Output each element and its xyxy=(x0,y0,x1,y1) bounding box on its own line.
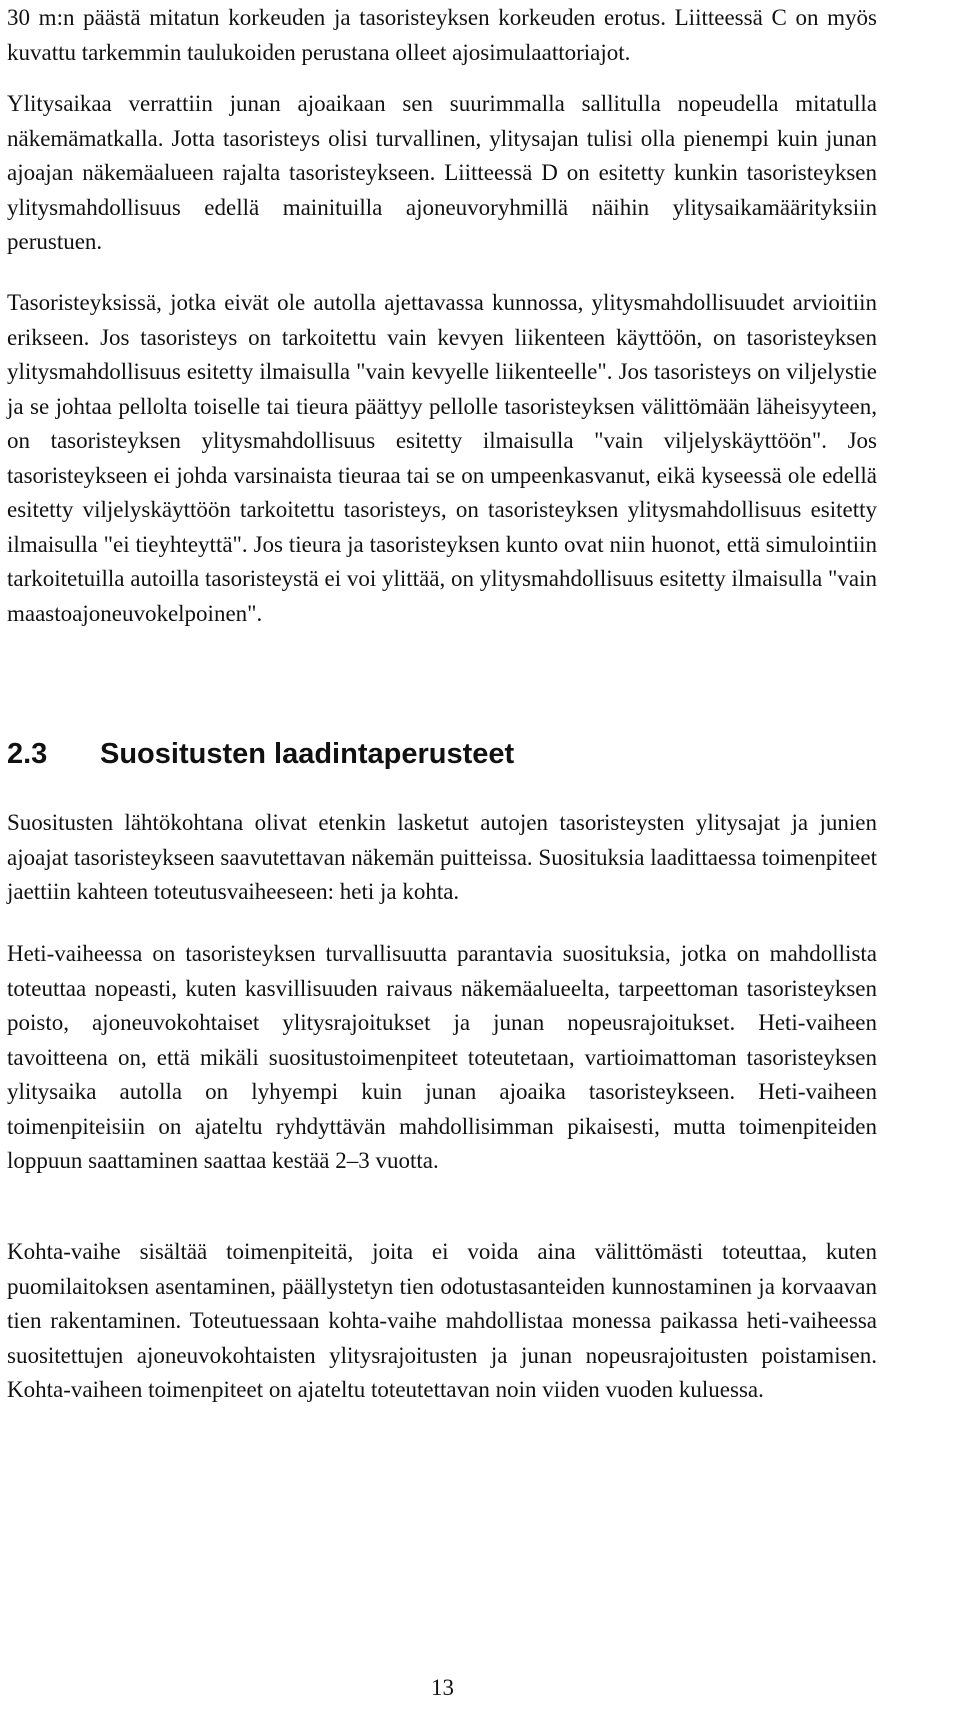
paragraph-recommendation-basis: Suositusten lähtökohtana olivat etenkin lasketut autojen tasoristeysten ylitysajat ja junien ajoajat tasoristeykseen saavutettavan näkemän puitteissa. Suosituksia laadittaessa toimenpiteet jaettiin kahteen toteutusvaiheeseen: heti ja kohta. xyxy=(7,810,877,904)
paragraph-simulation-note: 30 m:n päästä mitatun korkeuden ja tasoristeyksen korkeuden erotus. Liitteessä C on myös kuvattu tarkemmin taulukoiden perustana olleet ajosimulaattoriajot. xyxy=(7,5,877,65)
section-title: Suositusten laadintaperusteet xyxy=(100,738,515,770)
paragraph-crossing-time: Ylitysaikaa verrattiin junan ajoaikaan sen suurimmalla sallitulla nopeudella mitatulla näkemämatkalla. Jotta tasoristeys olisi turvallinen, ylitysajan tulisi olla pienempi kuin junan ajoajan näkemäalueen rajalta tasoristeykseen. Liitteessä D on esitetty kunkin tasoristeyksen ylitysmahdollisuus edellä mainituilla ajoneuvoryhmillä näihin ylitysaikamäärityksiin perustuen. xyxy=(7,91,877,254)
paragraph-crossing-conditions: Tasoristeyksissä, jotka eivät ole autolla ajettavassa kunnossa, ylitysmahdollisuudet arvioitiin erikseen. Jos tasoristeys on tarkoitettu vain kevyen liikenteen käyttöön, on tasoristeyksen ylitysmahdollisuus esitetty ilmaisulla "vain kevyelle liikenteelle". Jos tasoristeys on viljelystie ja se johtaa pellolta toiselle tai tieura päättyy pellolle tasoristeyksen välittömään läheisyyteen, on tasoristeyksen ylitysmahdollisuus esitetty ilmaisulla "vain viljelyskäyttöön". Jos tasoristeykseen ei johda varsinaista tieuraa tai se on umpeenkasvanut, eikä kyseessä ole edellä esitetty viljelyskäyttöön tarkoitettu tasoristeys, on tasoristeyksen ylitysmahdollisuus esitetty ilmaisulla "ei tieyhteyttä". Jos tieura ja tasoristeyksen kunto ovat niin huonot, että simulointiin tarkoitetuilla autoilla tasoristeystä ei voi ylittää, on ylitysmahdollisuus esitetty ilmaisulla "vain maastoajoneuvokelpoinen". xyxy=(7,290,877,626)
paragraph-later-phase: Kohta-vaihe sisältää toimenpiteitä, joita ei voida aina välittömästi toteuttaa, kuten puomilaitoksen asentaminen, päällystetyn tien odotustasanteiden kunnostaminen ja korvaavan tien rakentaminen. Toteutuessaan kohta-vaihe mahdollistaa monessa paikassa heti-vaiheessa suositettujen ajoneuvokohtaisten ylitysrajoitusten ja junan nopeusrajoitusten poistamisen. Kohta-vaiheen toimenpiteet on ajateltu toteutettavan noin viiden vuoden kuluessa. xyxy=(7,1239,877,1402)
section-number: 2.3 xyxy=(7,738,48,770)
page-number: 13 xyxy=(431,1675,454,1700)
section-heading xyxy=(7,734,514,774)
paragraph-immediate-phase: Heti-vaiheessa on tasoristeyksen turvallisuutta parantavia suosituksia, jotka on mahdollista toteuttaa nopeasti, kuten kasvillisuuden raivaus näkemäalueelta, tarpeettoman tasoristeyksen poisto, ajoneuvokohtaiset ylitysrajoitukset ja junan nopeusrajoitukset. Heti-vaiheen tavoitteena on, että mikäli suositustoimenpiteet toteutetaan, vartioimattoman tasoristeyksen ylitysaika autolla on lyhyempi kuin junan ajoaika tasoristeykseen. Heti-vaiheen toimenpiteisiin on ajateltu ryhdyttävän mahdollisimman pikaisesti, mutta toimenpiteiden loppuun saattaminen saattaa kestää 2–3 vuotta. xyxy=(7,941,877,1173)
